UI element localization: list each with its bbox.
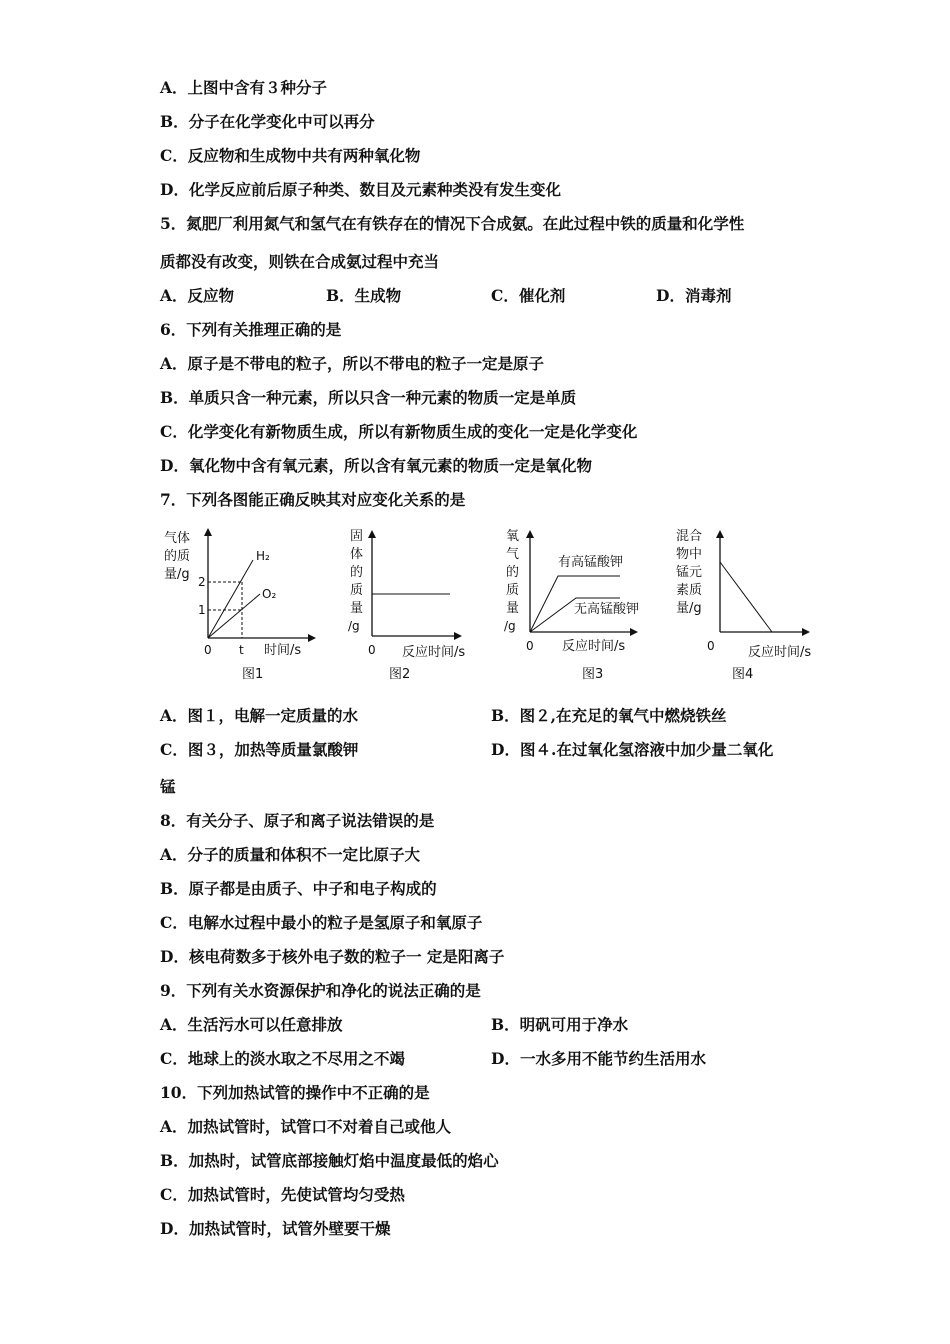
q10-option-a: A．加热试管时，试管口不对着自己或他人: [160, 1117, 452, 1136]
fig1-ylabel-3: 量/g: [164, 567, 190, 582]
q7-option-c: C．图３，加热等质量氯酸钾: [160, 740, 359, 759]
fig4-line: [720, 562, 772, 632]
q4-option-d: D．化学反应前后原子种类、数目及元素种类没有发生变化: [160, 180, 561, 199]
fig3-x-arrow: [630, 628, 638, 636]
figure-4: [676, 529, 811, 682]
q5-option-b: B．生成物: [326, 286, 402, 305]
fig1-origin: 0: [204, 643, 212, 657]
q8-option-d: D．核电荷数多于核外电子数的粒子一 定是阳离子: [160, 947, 505, 966]
fig1-tick-2: 2: [198, 575, 206, 589]
q4-option-b: B．分子在化学变化中可以再分: [160, 112, 375, 131]
fig2-caption: 图2: [389, 667, 411, 682]
q5-option-a: A．反应物: [160, 286, 235, 305]
fig2-ylabel-2: 体: [350, 547, 364, 562]
q7-option-b: B．图２,在充足的氧气中燃烧铁丝: [491, 706, 727, 725]
fig4-ylabel-2: 物中: [676, 547, 703, 562]
fig3-lower-label: 无高锰酸钾: [574, 602, 640, 617]
fig1-t-label: t: [239, 643, 244, 657]
q6-stem: 6．下列有关推理正确的是: [160, 320, 342, 339]
fig1-h2-label: H₂: [256, 549, 270, 563]
fig3-caption: 图3: [582, 667, 604, 682]
q6-option-c: C．化学变化有新物质生成，所以有新物质生成的变化一定是化学变化: [160, 422, 638, 441]
q7-option-a: A．图１，电解一定质量的水: [160, 706, 359, 725]
q5-stem-line2: 质都没有改变，则铁在合成氨过程中充当: [160, 252, 440, 271]
fig1-h2-line: [208, 560, 253, 638]
q7-figures: [150, 520, 840, 690]
fig2-ylabel-6: /g: [348, 619, 360, 633]
fig4-ylabel-4: 素质: [676, 583, 703, 598]
fig1-y-arrow: [204, 528, 212, 536]
fig4-y-arrow: [716, 530, 724, 538]
fig3-ylabel-6: /g: [504, 619, 516, 633]
fig4-xlabel: 反应时间/s: [748, 645, 812, 660]
fig2-ylabel-1: 固: [350, 529, 364, 544]
q5-option-d: D．消毒剂: [656, 286, 732, 305]
fig4-ylabel-5: 量/g: [676, 601, 702, 616]
fig3-origin: 0: [526, 639, 534, 653]
fig2-origin: 0: [368, 643, 376, 657]
fig2-y-arrow: [368, 530, 376, 538]
fig2-ylabel-5: 量: [350, 601, 364, 616]
fig3-y-arrow: [526, 530, 534, 538]
fig3-ylabel-1: 氧: [506, 529, 520, 544]
fig3-ylabel-5: 量: [506, 601, 520, 616]
fig2-ylabel-4: 质: [350, 583, 364, 598]
q4-option-c: C．反应物和生成物中共有两种氧化物: [160, 146, 421, 165]
q8-stem: 8．有关分子、原子和离子说法错误的是: [160, 811, 435, 830]
fig3-xlabel: 反应时间/s: [562, 639, 626, 654]
q9-option-a: A．生活污水可以任意排放: [160, 1015, 343, 1034]
q8-option-a: A．分子的质量和体积不一定比原子大: [160, 845, 421, 864]
q10-stem: 10．下列加热试管的操作中不正确的是: [160, 1083, 430, 1102]
q10-option-c: C．加热试管时，先使试管均匀受热: [160, 1185, 405, 1204]
q8-option-c: C．电解水过程中最小的粒子是氢原子和氧原子: [160, 913, 483, 932]
figure-2: [348, 529, 465, 682]
q9-option-d: D．一水多用不能节约生活用水: [491, 1049, 706, 1068]
q7-stem: 7．下列各图能正确反映其对应变化关系的是: [160, 490, 466, 509]
fig4-origin: 0: [707, 639, 715, 653]
fig4-ylabel-1: 混合: [676, 529, 703, 544]
fig1-ylabel-2: 的质: [164, 549, 191, 564]
q8-option-b: B．原子都是由质子、中子和电子构成的: [160, 879, 437, 898]
fig3-upper-label: 有高锰酸钾: [558, 555, 624, 570]
fig4-x-arrow: [802, 628, 810, 636]
q10-option-d: D．加热试管时，试管外壁要干燥: [160, 1219, 391, 1238]
fig3-ylabel-2: 气: [506, 547, 520, 562]
fig4-caption: 图4: [732, 667, 754, 682]
q9-option-c: C．地球上的淡水取之不尽用之不竭: [160, 1049, 405, 1068]
q6-option-d: D．氧化物中含有氧元素，所以含有氧元素的物质一定是氧化物: [160, 456, 592, 475]
q5-option-c: C．催化剂: [491, 286, 566, 305]
q6-option-b: B．单质只含一种元素，所以只含一种元素的物质一定是单质: [160, 388, 577, 407]
q7-option-d-cont: 锰: [160, 777, 176, 796]
q4-option-a: A．上图中含有３种分子: [160, 78, 328, 97]
fig2-xlabel: 反应时间/s: [402, 645, 466, 660]
figure-1: [164, 528, 316, 682]
q9-stem: 9．下列有关水资源保护和净化的说法正确的是: [160, 981, 481, 1000]
q7-option-d: D．图４.在过氧化氢溶液中加少量二氧化: [491, 740, 774, 759]
fig1-caption: 图1: [242, 667, 264, 682]
q5-stem-line1: 5．氮肥厂利用氮气和氢气在有铁存在的情况下合成氨。在此过程中铁的质量和化学性: [160, 214, 745, 233]
fig3-ylabel-3: 的: [506, 565, 520, 580]
fig4-ylabel-3: 锰元: [676, 565, 703, 580]
fig1-tick-1: 1: [198, 603, 206, 617]
figure-3: [504, 529, 639, 682]
q10-option-b: B．加热时，试管底部接触灯焰中温度最低的焰心: [160, 1151, 499, 1170]
fig2-ylabel-3: 的: [350, 565, 364, 580]
fig1-o2-line: [208, 594, 260, 638]
fig1-o2-label: O₂: [262, 587, 277, 601]
fig1-x-arrow: [308, 634, 316, 642]
fig2-x-arrow: [454, 632, 462, 640]
fig1-xlabel: 时间/s: [264, 643, 302, 658]
fig1-ylabel-1: 气体: [164, 531, 191, 546]
q6-option-a: A．原子是不带电的粒子，所以不带电的粒子一定是原子: [160, 354, 545, 373]
q9-option-b: B．明矾可用于净水: [491, 1015, 629, 1034]
fig3-ylabel-4: 质: [506, 583, 520, 598]
